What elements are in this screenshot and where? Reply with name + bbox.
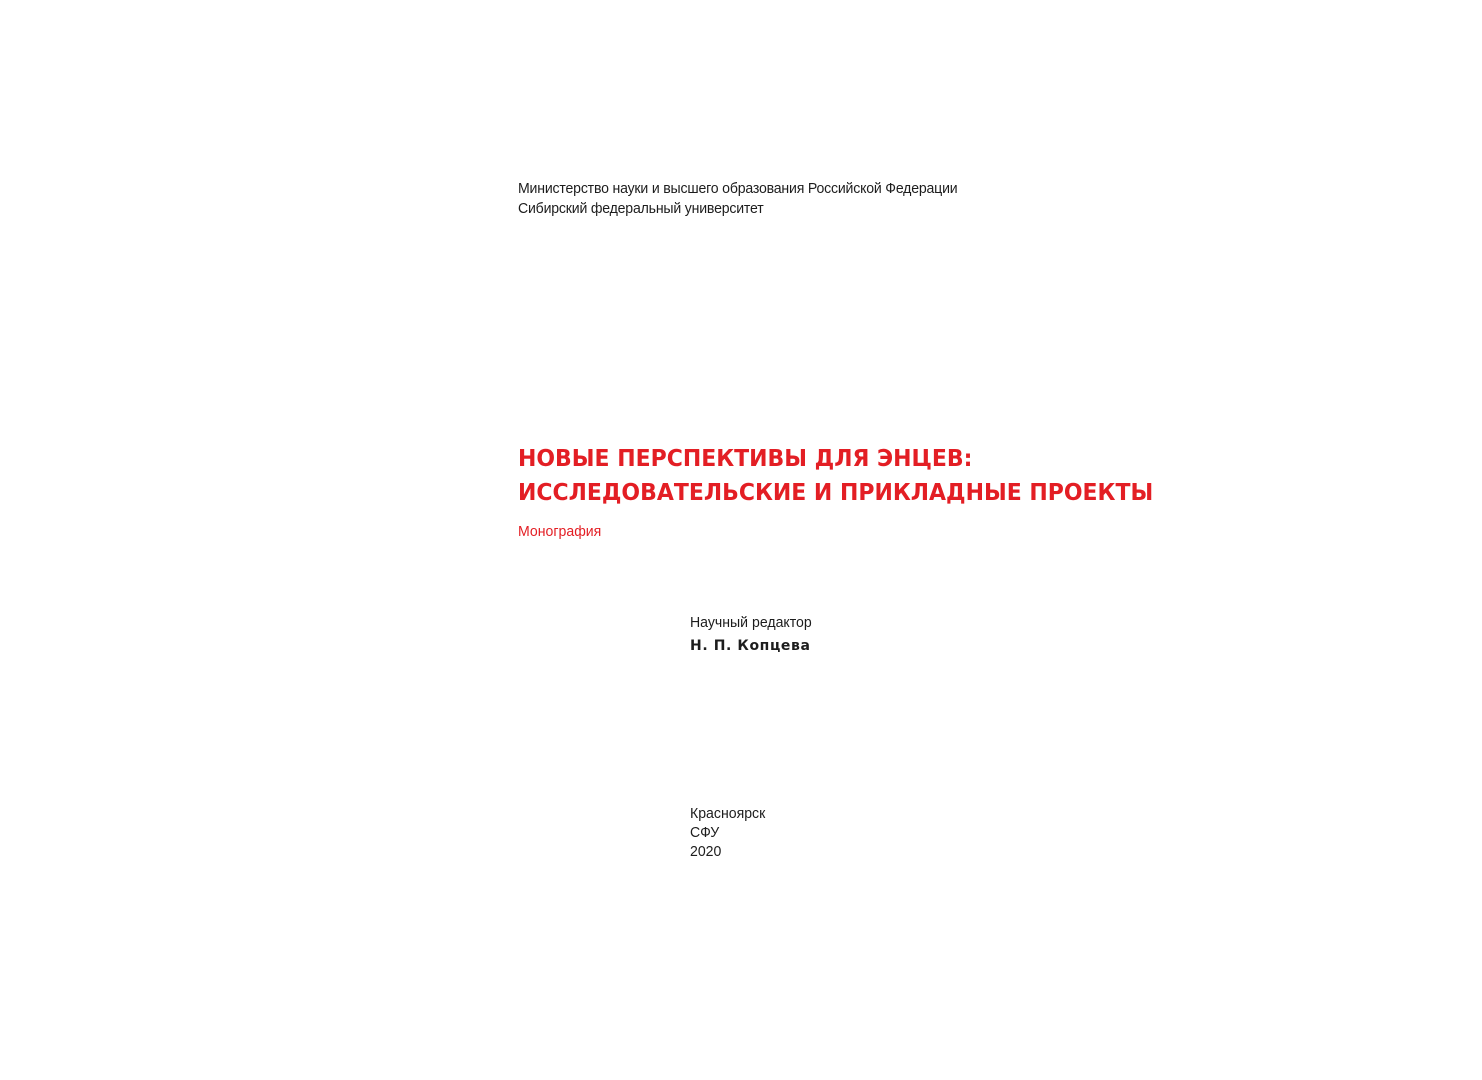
editor-block bbox=[690, 613, 820, 656]
university-name: Сибирский федеральный университет bbox=[518, 200, 764, 217]
institution-header bbox=[518, 179, 957, 219]
book-title-line-1: НОВЫЕ ПЕРСПЕКТИВЫ ДЛЯ ЭНЦЕВ: bbox=[518, 446, 973, 472]
imprint-city: Красноярск bbox=[690, 805, 766, 822]
book-genre: Монография bbox=[518, 523, 602, 540]
ministry-name: Министерство науки и высшего образования Российской Федерации bbox=[518, 180, 958, 197]
imprint-publisher: СФУ bbox=[690, 824, 720, 841]
editor-name: Н. П. Копцева bbox=[690, 638, 811, 654]
editor-role: Научный редактор bbox=[690, 614, 812, 631]
imprint bbox=[690, 804, 765, 861]
book-title-line-2: ИССЛЕДОВАТЕЛЬСКИЕ И ПРИКЛАДНЫЕ ПРОЕКТЫ bbox=[518, 480, 1154, 506]
book-title bbox=[518, 442, 1153, 510]
imprint-year: 2020 bbox=[690, 843, 722, 860]
